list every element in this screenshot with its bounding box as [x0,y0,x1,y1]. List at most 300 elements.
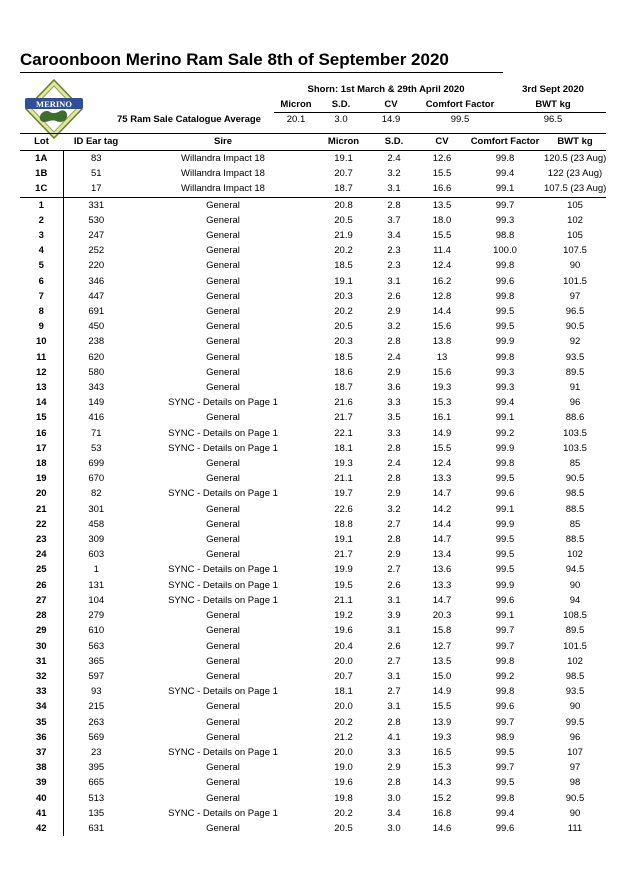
sd-cell: 3.1 [387,670,401,682]
sire-cell: General [206,625,240,637]
sire-cell: General [206,382,240,394]
sd-cell: 2.9 [387,306,401,318]
lot-cell: 4 [20,243,63,258]
lot-cell: 9 [20,319,63,334]
table-row [20,517,606,532]
comfort-factor-cell: 99.6 [495,822,515,834]
cv-cell: 16.8 [432,807,452,819]
id-ear-tag-cell: 131 [88,579,105,591]
sd-cell: 2.7 [387,564,401,576]
table-row [20,289,606,304]
sd-cell: 2.4 [387,351,401,363]
table-row [20,532,606,547]
comfort-factor-cell: 99.3 [495,382,515,394]
comfort-factor-cell: 99.8 [495,655,515,667]
cv-cell: 12.7 [432,640,452,652]
lot-cell: 35 [20,715,63,730]
micron-cell: 18.1 [334,686,353,698]
sd-cell: 2.7 [387,686,401,698]
sire-cell: SYNC - Details on Page 1 [168,686,278,698]
column-header-sire: Sire [129,134,317,151]
sd-cell: 3.2 [387,321,401,333]
micron-cell: 20.5 [334,214,353,226]
micron-cell: 19.6 [334,777,353,789]
id-ear-tag-cell: 458 [88,518,105,530]
sd-cell: 2.9 [387,549,401,561]
table-row [20,486,606,501]
column-header-bwt: BWT kg [544,134,606,151]
id-ear-tag-cell: 238 [88,336,105,348]
id-ear-tag-cell: 569 [88,731,105,743]
lot-cell: 2 [20,213,63,228]
bwt-cell: 93.5 [565,351,585,363]
table-row [20,639,606,654]
comfort-factor-cell: 99.8 [495,458,515,470]
micron-cell: 21.9 [334,230,353,242]
id-ear-tag-cell: 93 [90,686,102,698]
id-ear-tag-cell: 631 [88,822,105,834]
cv-cell: 13.9 [432,716,452,728]
table-row [20,623,606,638]
cv-cell: 13.8 [432,336,452,348]
table-row [20,775,606,790]
lot-cell: 17 [20,441,63,456]
sire-cell: General [206,655,240,667]
sd-cell: 3.3 [387,427,401,439]
sire-cell: General [206,351,240,363]
logo-text: MERINO [36,99,72,109]
cv-cell: 14.6 [432,822,452,834]
sire-cell: General [206,716,240,728]
bwt-cell: 92 [569,336,581,348]
comfort-factor-cell: 98.9 [495,731,515,743]
sire-cell: General [206,822,240,834]
sd-cell: 3.1 [387,275,401,287]
bwt-cell: 89.5 [565,625,585,637]
sire-cell: General [206,670,240,682]
bwt-cell: 90.5 [565,792,585,804]
table-row [20,669,606,684]
lot-cell: 1C [20,181,63,197]
summary-header-cv: CV [384,99,398,110]
cv-cell: 15.5 [432,442,452,454]
shorn-date-label: Shorn: 1st March & 29th April 2020 [307,84,465,95]
lot-cell: 25 [20,562,63,577]
sd-cell: 2.8 [387,442,401,454]
cv-cell: 16.1 [432,412,452,424]
sd-cell: 2.9 [387,488,401,500]
table-row [20,715,606,730]
table-header [20,134,606,151]
cv-cell: 15.8 [432,625,452,637]
sire-cell: General [206,762,240,774]
bwt-cell: 97 [569,290,581,302]
id-ear-tag-cell: 279 [88,610,105,622]
id-ear-tag-cell: 580 [88,366,105,378]
average-bwt: 96.5 [543,114,563,125]
id-ear-tag-cell: 135 [88,807,105,819]
sd-cell: 2.7 [387,518,401,530]
id-ear-tag-cell: 450 [88,321,105,333]
summary-header-comfort: Comfort Factor [425,99,495,110]
cv-cell: 12.4 [432,458,452,470]
micron-cell: 19.1 [334,275,353,287]
title-underline [20,72,503,73]
id-ear-tag-cell: 51 [90,168,102,180]
comfort-factor-cell: 99.4 [495,807,515,819]
bwt-cell: 105 [567,230,583,242]
comfort-factor-cell: 99.6 [495,488,515,500]
id-ear-tag-cell: 365 [88,655,105,667]
id-ear-tag-cell: 263 [88,716,105,728]
id-ear-tag-cell: 247 [88,230,105,242]
id-ear-tag-cell: 691 [88,306,105,318]
sd-cell: 3.3 [387,746,401,758]
lot-cell: 3 [20,228,63,243]
sire-cell: General [206,610,240,622]
bwt-cell: 99.5 [565,716,585,728]
table-row [20,593,606,608]
id-ear-tag-cell: 1 [93,564,99,576]
sire-cell: SYNC - Details on Page 1 [168,564,278,576]
micron-cell: 19.1 [334,534,353,546]
sd-cell: 3.1 [370,181,418,197]
micron-cell: 18.5 [334,351,353,363]
sd-cell: 2.6 [387,579,401,591]
comfort-factor-cell: 99.8 [495,290,515,302]
sire-cell: General [206,321,240,333]
merino-logo [22,78,86,140]
sire-cell: SYNC - Details on Page 1 [168,397,278,409]
comfort-factor-cell: 99.5 [495,746,515,758]
bwt-cell: 90.5 [565,473,585,485]
cv-cell: 14.7 [432,488,452,500]
micron-cell: 18.6 [334,366,353,378]
comfort-factor-cell: 99.6 [495,275,515,287]
sd-cell: 3.4 [387,230,401,242]
comfort-factor-cell: 99.5 [495,321,515,333]
cv-cell: 13.5 [432,655,452,667]
micron-cell: 20.5 [334,822,353,834]
sire-cell: Willandra Impact 18 [181,153,265,164]
cv-cell: 14.9 [432,686,452,698]
sd-cell: 2.8 [387,336,401,348]
ram-sale-table [20,134,606,836]
sd-cell: 3.5 [387,412,401,424]
bwt-cell: 102 [567,549,583,561]
sd-cell: 2.8 [387,199,401,211]
comfort-factor-cell: 99.3 [495,366,515,378]
summary-header-sd: S.D. [331,99,351,110]
sd-cell: 4.1 [387,731,401,743]
bwt-cell: 96.5 [565,306,585,318]
id-ear-tag-cell: 603 [88,549,105,561]
bwt-cell: 90 [569,579,581,591]
comfort-factor-cell: 99.5 [495,564,515,576]
summary-header-bwt: BWT kg [535,99,571,110]
sire-cell: General [206,199,240,211]
bwt-cell: 91 [569,382,581,394]
micron-cell: 22.6 [334,503,353,515]
id-ear-tag-cell: 670 [88,473,105,485]
id-ear-tag-cell: 301 [88,503,105,515]
sire-cell: General [206,306,240,318]
cv-cell: 18.0 [432,214,452,226]
sd-cell: 2.4 [387,458,401,470]
sire-cell: General [206,245,240,257]
comfort-factor-cell: 99.2 [495,427,515,439]
sd-cell: 3.4 [387,807,401,819]
bwt-cell: 96 [569,731,581,743]
sd-cell: 2.4 [387,153,401,164]
cv-cell: 14.2 [432,503,452,515]
table-row [20,380,606,395]
sd-cell: 3.1 [387,594,401,606]
comfort-factor-cell: 99.9 [495,442,515,454]
summary-header-rule [274,112,606,113]
table-row [20,395,606,410]
micron-cell: 21.7 [334,549,353,561]
micron-cell: 20.2 [334,245,353,257]
sire-cell: SYNC - Details on Page 1 [168,579,278,591]
cv-cell: 19.3 [432,731,452,743]
bwt-cell: 94 [569,594,581,606]
lot-cell: 5 [20,258,63,273]
sire-cell: General [206,290,240,302]
id-ear-tag-cell: 447 [88,290,105,302]
cv-cell: 13.3 [432,473,452,485]
comfort-factor-cell: 99.5 [495,777,515,789]
micron-cell: 20.7 [334,670,353,682]
lot-cell: 29 [20,623,63,638]
cv-cell: 14.9 [432,427,452,439]
table-row [20,197,606,213]
id-ear-tag-cell: 23 [90,746,102,758]
comfort-factor-cell: 99.5 [495,534,515,546]
lot-cell: 22 [20,517,63,532]
cv-cell: 12.8 [432,290,452,302]
bwt-cell: 107.5 [563,245,587,257]
comfort-factor-cell: 100.0 [493,245,517,257]
lot-cell: 10 [20,334,63,349]
table-row [20,334,606,349]
sd-cell: 2.6 [387,640,401,652]
lot-cell: 37 [20,745,63,760]
lot-cell: 6 [20,274,63,289]
id-ear-tag-cell: 416 [88,412,105,424]
bwt-cell: 107.5 (23 Aug) [544,181,606,197]
sire-cell: General [206,777,240,789]
id-ear-tag-cell: 71 [90,427,102,439]
comfort-factor-cell: 99.7 [495,716,515,728]
comfort-factor-cell: 99.9 [495,518,515,530]
sd-cell: 2.8 [387,716,401,728]
comfort-factor-cell: 99.5 [495,549,515,561]
comfort-factor-cell: 99.4 [495,397,515,409]
lot-cell: 7 [20,289,63,304]
comfort-factor-cell: 99.7 [495,640,515,652]
column-header-micron: Micron [317,134,370,151]
sd-cell: 3.2 [387,503,401,515]
sire-cell: Willandra Impact 18 [181,168,265,180]
sd-cell: 2.7 [387,655,401,667]
table-row [20,456,606,471]
cv-cell: 13.5 [432,199,452,211]
bwt-cell: 90 [569,260,581,272]
table-body [20,151,606,837]
comfort-factor-cell: 99.8 [495,686,515,698]
sd-cell: 2.6 [387,290,401,302]
micron-cell: 18.5 [334,260,353,272]
sd-cell: 2.8 [387,534,401,546]
bwt-cell: 93.5 [565,686,585,698]
comfort-factor-cell: 99.5 [495,473,515,485]
table-row [20,426,606,441]
lot-cell: 15 [20,410,63,425]
comfort-factor-cell: 99.1 [466,181,544,197]
average-sd: 3.0 [334,114,348,125]
lot-cell: 38 [20,760,63,775]
bwt-cell: 85 [569,458,581,470]
table-row [20,745,606,760]
table-row [20,410,606,425]
micron-cell: 18.8 [334,518,353,530]
table-row [20,730,606,745]
bwt-cell: 98.5 [565,670,585,682]
column-header-comfort-factor: Comfort Factor [466,134,544,151]
id-ear-tag-cell: 104 [88,594,105,606]
id-ear-tag-cell: 215 [88,701,105,713]
micron-cell: 19.2 [334,610,353,622]
cv-cell: 14.7 [432,594,452,606]
bwt-cell: 88.5 [565,503,585,515]
micron-cell: 20.8 [334,199,353,211]
lot-cell: 42 [20,821,63,836]
bwt-cell: 97 [569,762,581,774]
cv-cell: 15.5 [432,701,452,713]
micron-cell: 22.1 [334,427,353,439]
micron-cell: 20.0 [334,701,353,713]
average-micron: 20.1 [286,114,306,125]
cv-cell: 12.6 [432,153,452,164]
table-row [20,471,606,486]
table-row [20,608,606,623]
lot-cell: 28 [20,608,63,623]
bwt-cell: 88.6 [565,412,585,424]
id-ear-tag-cell: 346 [88,275,105,287]
table-row [20,213,606,228]
sire-cell: SYNC - Details on Page 1 [168,807,278,819]
lot-cell: 21 [20,502,63,517]
bwt-cell: 101.5 [563,275,587,287]
micron-cell: 18.7 [317,181,370,197]
comfort-factor-cell: 99.8 [495,260,515,272]
table-row [20,578,606,593]
lot-cell: 12 [20,365,63,380]
lot-cell: 27 [20,593,63,608]
cv-cell: 15.0 [432,670,452,682]
id-ear-tag-cell: 309 [88,534,105,546]
cv-cell: 16.2 [432,275,452,287]
lot-cell: 1B [20,166,63,181]
bwt-cell: 103.5 [563,427,587,439]
id-ear-tag-cell: 513 [88,792,105,804]
table-row [20,319,606,334]
comfort-factor-cell: 99.2 [495,670,515,682]
sire-cell: General [206,731,240,743]
lot-cell: 36 [20,730,63,745]
lot-cell: 34 [20,699,63,714]
micron-cell: 19.3 [334,458,353,470]
id-ear-tag-cell: 53 [90,442,102,454]
comfort-factor-cell: 99.6 [495,594,515,606]
bwt-cell: 107 [567,746,583,758]
sire-cell: SYNC - Details on Page 1 [168,427,278,439]
micron-cell: 19.1 [334,153,353,164]
sire-cell: General [206,640,240,652]
sire-cell: General [206,214,240,226]
micron-cell: 20.0 [334,655,353,667]
bwt-cell: 98 [569,777,581,789]
table-row [20,791,606,806]
id-ear-tag-cell: 563 [88,640,105,652]
comfort-factor-cell: 99.9 [495,336,515,348]
table-row [20,654,606,669]
comfort-factor-cell: 99.4 [495,168,515,180]
cv-cell: 15.5 [432,230,452,242]
sd-cell: 3.2 [387,168,401,180]
lot-cell: 26 [20,578,63,593]
sire-cell: Willandra Impact 18 [129,181,317,197]
cv-cell: 15.2 [432,792,452,804]
sire-cell: General [206,503,240,515]
lot-cell: 14 [20,395,63,410]
bwt-cell: 120.5 (23 Aug) [544,153,606,164]
comfort-factor-cell: 99.3 [495,214,515,226]
bwt-cell: 89.5 [565,366,585,378]
cv-cell: 15.6 [432,366,452,378]
micron-cell: 20.2 [334,716,353,728]
comfort-factor-cell: 99.7 [495,762,515,774]
bwt-cell: 90.5 [565,321,585,333]
micron-cell: 20.0 [334,746,353,758]
table-row [20,274,606,289]
cv-cell: 13.6 [432,564,452,576]
sd-cell: 3.1 [387,625,401,637]
lot-cell: 33 [20,684,63,699]
table-row [20,547,606,562]
table-row [20,441,606,456]
id-ear-tag-cell: 83 [90,153,102,164]
sd-cell: 3.6 [387,382,401,394]
micron-cell: 19.6 [334,625,353,637]
summary-header-micron: Micron [280,99,312,110]
cv-cell: 11.4 [433,245,451,257]
bwt-cell: 85 [569,518,581,530]
id-ear-tag-cell: 331 [88,199,105,211]
sire-cell: General [206,458,240,470]
bwt-cell: 101.5 [563,640,587,652]
lot-cell: 16 [20,426,63,441]
id-ear-tag-cell: 610 [88,625,105,637]
cv-cell: 15.3 [432,762,452,774]
bwt-cell: 122 (23 Aug) [547,168,603,180]
sd-cell: 3.0 [387,792,401,804]
lot-cell: 1A [20,151,63,167]
table-row [20,502,606,517]
bwt-cell: 98.5 [565,488,585,500]
sd-cell: 3.3 [387,397,401,409]
